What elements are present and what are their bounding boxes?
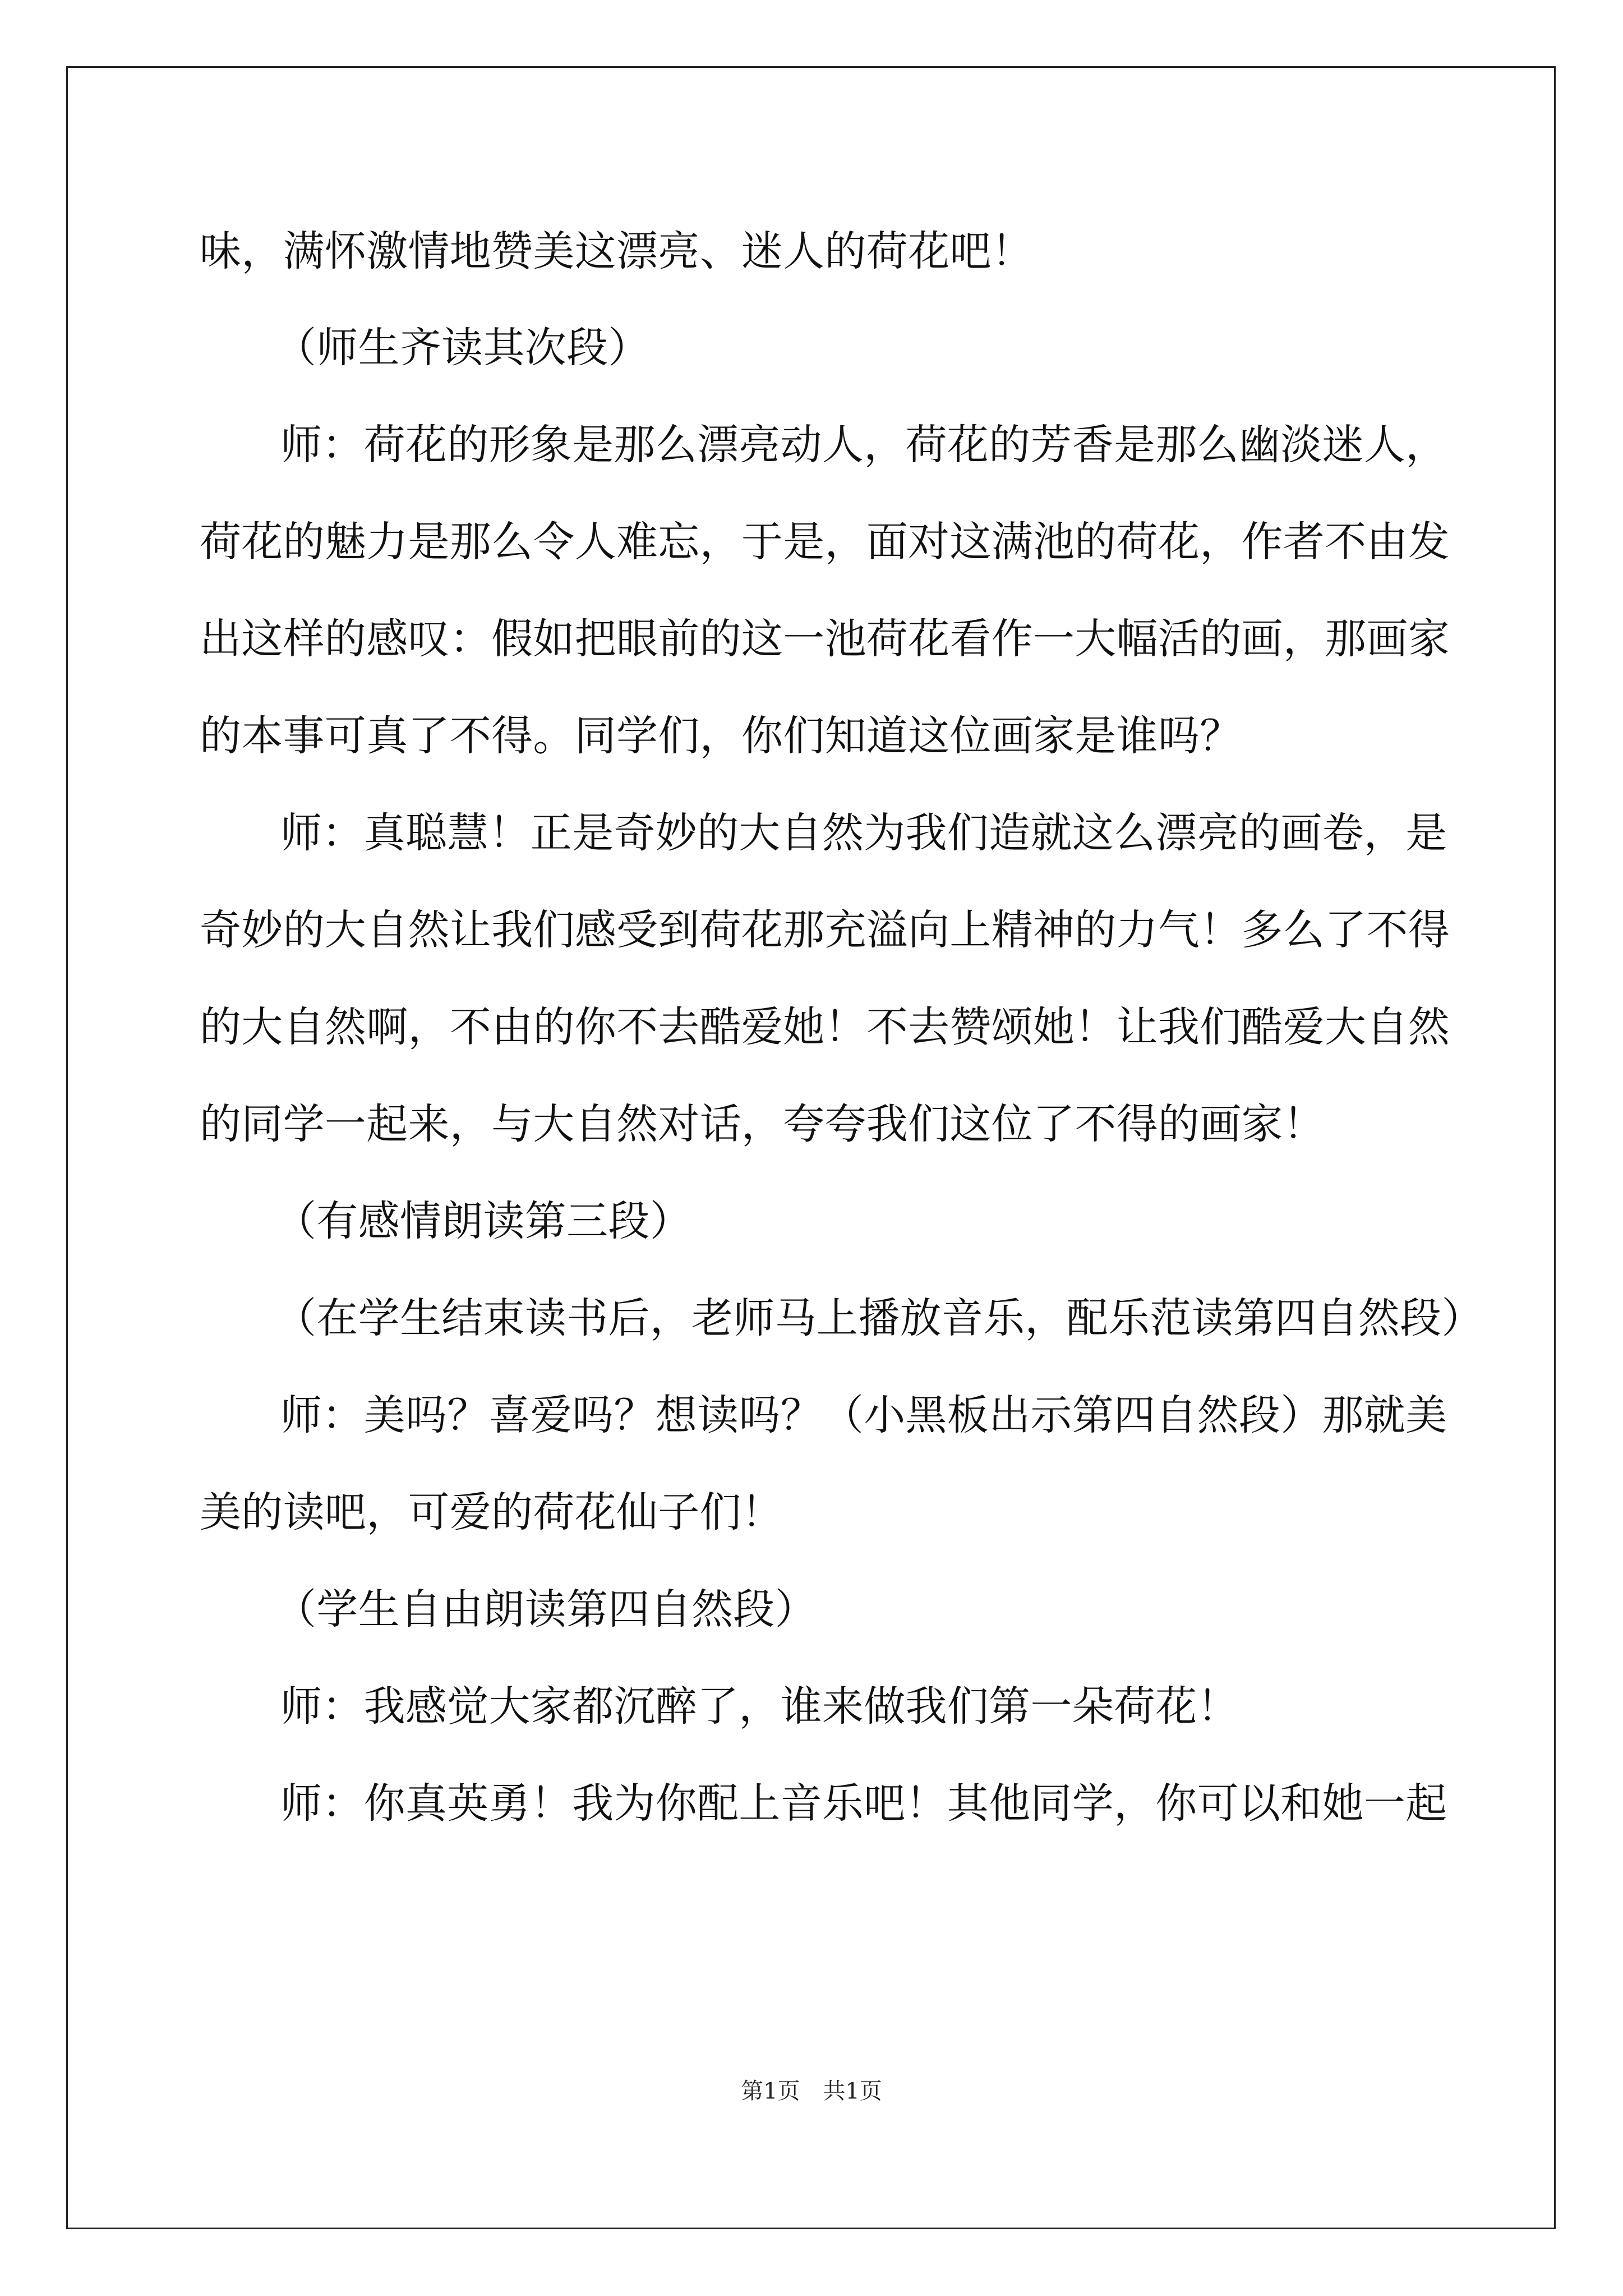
text-line: （有感情朗读第三段） bbox=[275, 1197, 691, 1245]
page-number: 第1页 bbox=[741, 2078, 800, 2104]
text-line: 师：我感觉大家都沉醉了，谁来做我们第一朵荷花！ bbox=[280, 1682, 1239, 1731]
text-line: 的同学一起来，与大自然对话，夸夸我们这位了不得的画家！ bbox=[200, 1100, 1325, 1148]
text-line: 荷花的魅力是那么令人难忘，于是，面对这满池的荷花，作者不由发 bbox=[200, 518, 1450, 566]
text-line: （学生自由朗读第四自然段） bbox=[275, 1585, 817, 1634]
text-line: 的本事可真了不得。同学们，你们知道这位画家是谁吗？ bbox=[200, 712, 1242, 760]
text-line: 出这样的感叹：假如把眼前的这一池荷花看作一大幅活的画，那画家 bbox=[200, 615, 1450, 663]
page-total: 共1页 bbox=[823, 2078, 882, 2104]
text-line: 味，满怀激情地赞美这漂亮、迷人的荷花吧！ bbox=[200, 227, 1033, 275]
text-line: 奇妙的大自然让我们感受到荷花那充溢向上精神的力气！多么了不得 bbox=[200, 906, 1450, 954]
page-footer bbox=[0, 2077, 1623, 2106]
text-line: 师：美吗？喜爱吗？想读吗？（小黑板出示第四自然段）那就美 bbox=[280, 1391, 1447, 1439]
text-line: 师：你真英勇！我为你配上音乐吧！其他同学，你可以和她一起 bbox=[280, 1779, 1447, 1828]
text-line: 美的读吧，可爱的荷花仙子们！ bbox=[200, 1488, 783, 1536]
text-line: （师生齐读其次段） bbox=[275, 324, 650, 372]
text-line: 师：真聪慧！正是奇妙的大自然为我们造就这么漂亮的画卷，是 bbox=[280, 809, 1447, 857]
text-line: 的大自然啊，不由的你不去酷爱她！不去赞颂她！让我们酷爱大自然 bbox=[200, 1003, 1450, 1051]
text-line: （在学生结束读书后，老师马上播放音乐，配乐范读第四自然段） bbox=[275, 1294, 1483, 1342]
text-line: 师：荷花的形象是那么漂亮动人，荷花的芳香是那么幽淡迷人， bbox=[280, 421, 1447, 469]
